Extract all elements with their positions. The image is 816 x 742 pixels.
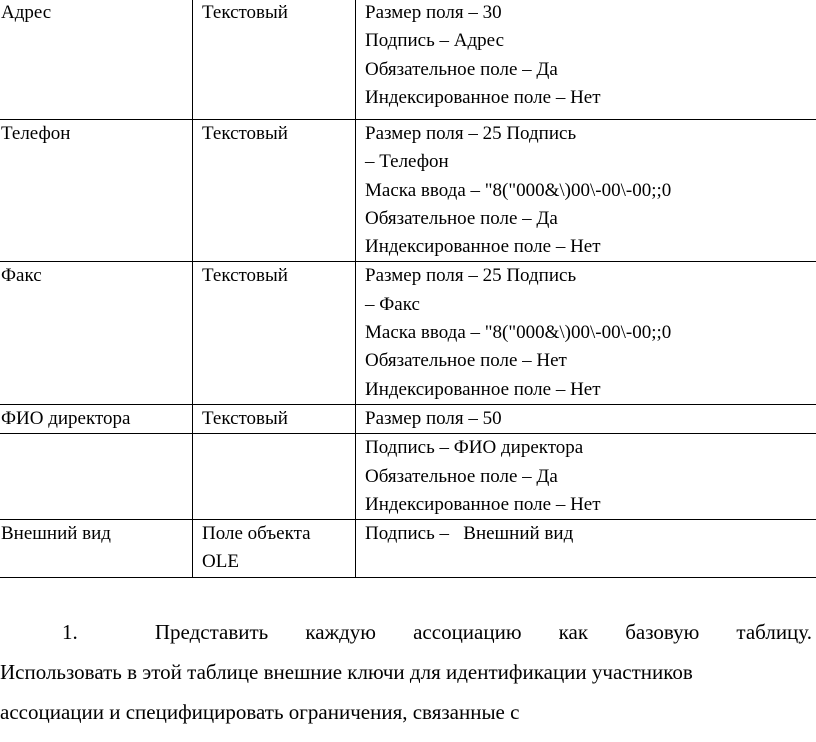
field-props-cell <box>356 404 816 433</box>
list-number: 1. <box>62 620 78 644</box>
table-row <box>0 0 816 120</box>
field-type-cell <box>193 262 356 404</box>
field-prop-line: Подпись – ФИО директора <box>365 437 584 459</box>
field-prop-line: Маска ввода – "8("000&\)00\-00\-00;;0 <box>365 179 672 201</box>
empty-cell <box>0 434 193 520</box>
paragraph-line <box>0 612 812 652</box>
field-prop-line: Размер поля – 25 Подпись <box>365 265 577 287</box>
field-props-cell <box>356 120 816 262</box>
field-prop-line: Обязательное поле – Да <box>365 58 558 80</box>
paragraph-line: Использовать в этой таблице внешние ключи для идентификации участников <box>0 660 693 684</box>
field-prop-line: Маска ввода – "8("000&\)00\-00\-00;;0 <box>365 322 672 344</box>
field-type-cell <box>193 520 356 578</box>
field-prop-line: Размер поля – 30 <box>365 2 502 23</box>
field-name-cell <box>0 0 193 120</box>
field-prop-line: Размер поля – 50 <box>365 407 502 429</box>
field-props-cell <box>356 262 816 404</box>
table-row <box>0 120 816 262</box>
paragraph-word: Представить <box>154 620 269 644</box>
field-type: Текстовый <box>202 123 288 144</box>
field-name: Телефон <box>1 123 71 144</box>
field-name: Факс <box>1 265 42 287</box>
table-row <box>0 520 816 578</box>
field-props-cell <box>356 0 816 120</box>
paragraph-word: каждую <box>305 620 376 644</box>
paragraph-word: базовую <box>625 620 700 644</box>
field-prop-line: Обязательное поле – Да <box>365 465 558 487</box>
field-prop-line: Индексированное поле – Нет <box>365 493 601 515</box>
field-type: OLE <box>202 551 239 573</box>
field-prop-line: Обязательное поле – Да <box>365 207 558 229</box>
field-prop-line: Индексированное поле – Нет <box>365 378 601 400</box>
empty-cell <box>193 434 356 520</box>
field-prop-line: Индексированное поле – Нет <box>365 86 601 108</box>
field-prop-line: – Факс <box>365 293 420 315</box>
body-paragraph <box>0 612 812 732</box>
field-type-cell <box>193 404 356 433</box>
field-name-cell <box>0 404 193 433</box>
field-name-cell <box>0 120 193 262</box>
field-name-cell <box>0 520 193 578</box>
table-row <box>0 434 816 520</box>
table-row <box>0 262 816 404</box>
paragraph-word: как <box>558 620 589 644</box>
field-type: Поле объекта <box>202 523 311 545</box>
field-name: ФИО директора <box>1 407 131 429</box>
field-prop-line: Индексированное поле – Нет <box>365 236 601 258</box>
field-prop-line: Подпись – Внешний вид <box>365 523 574 545</box>
field-props-cell <box>356 520 816 578</box>
paragraph-word: ассоциацию <box>413 620 522 644</box>
field-prop-line: Подпись – Адрес <box>365 30 505 52</box>
field-type: Текстовый <box>202 265 288 287</box>
field-type-cell <box>193 120 356 262</box>
field-name: Адрес <box>1 2 52 23</box>
field-prop-line: – Телефон <box>365 151 449 173</box>
field-type: Текстовый <box>202 407 288 429</box>
field-type-cell <box>193 0 356 120</box>
field-props-cell <box>356 434 816 520</box>
field-name: Внешний вид <box>1 523 111 545</box>
paragraph-word: таблицу. <box>736 620 812 644</box>
field-name-cell <box>0 262 193 404</box>
field-prop-line: Размер поля – 25 Подпись <box>365 123 577 144</box>
table-row <box>0 404 816 433</box>
field-prop-line: Обязательное поле – Нет <box>365 350 567 372</box>
field-type: Текстовый <box>202 2 288 23</box>
paragraph-line: ассоциации и специфицировать ограничения, связанные с <box>0 700 520 724</box>
